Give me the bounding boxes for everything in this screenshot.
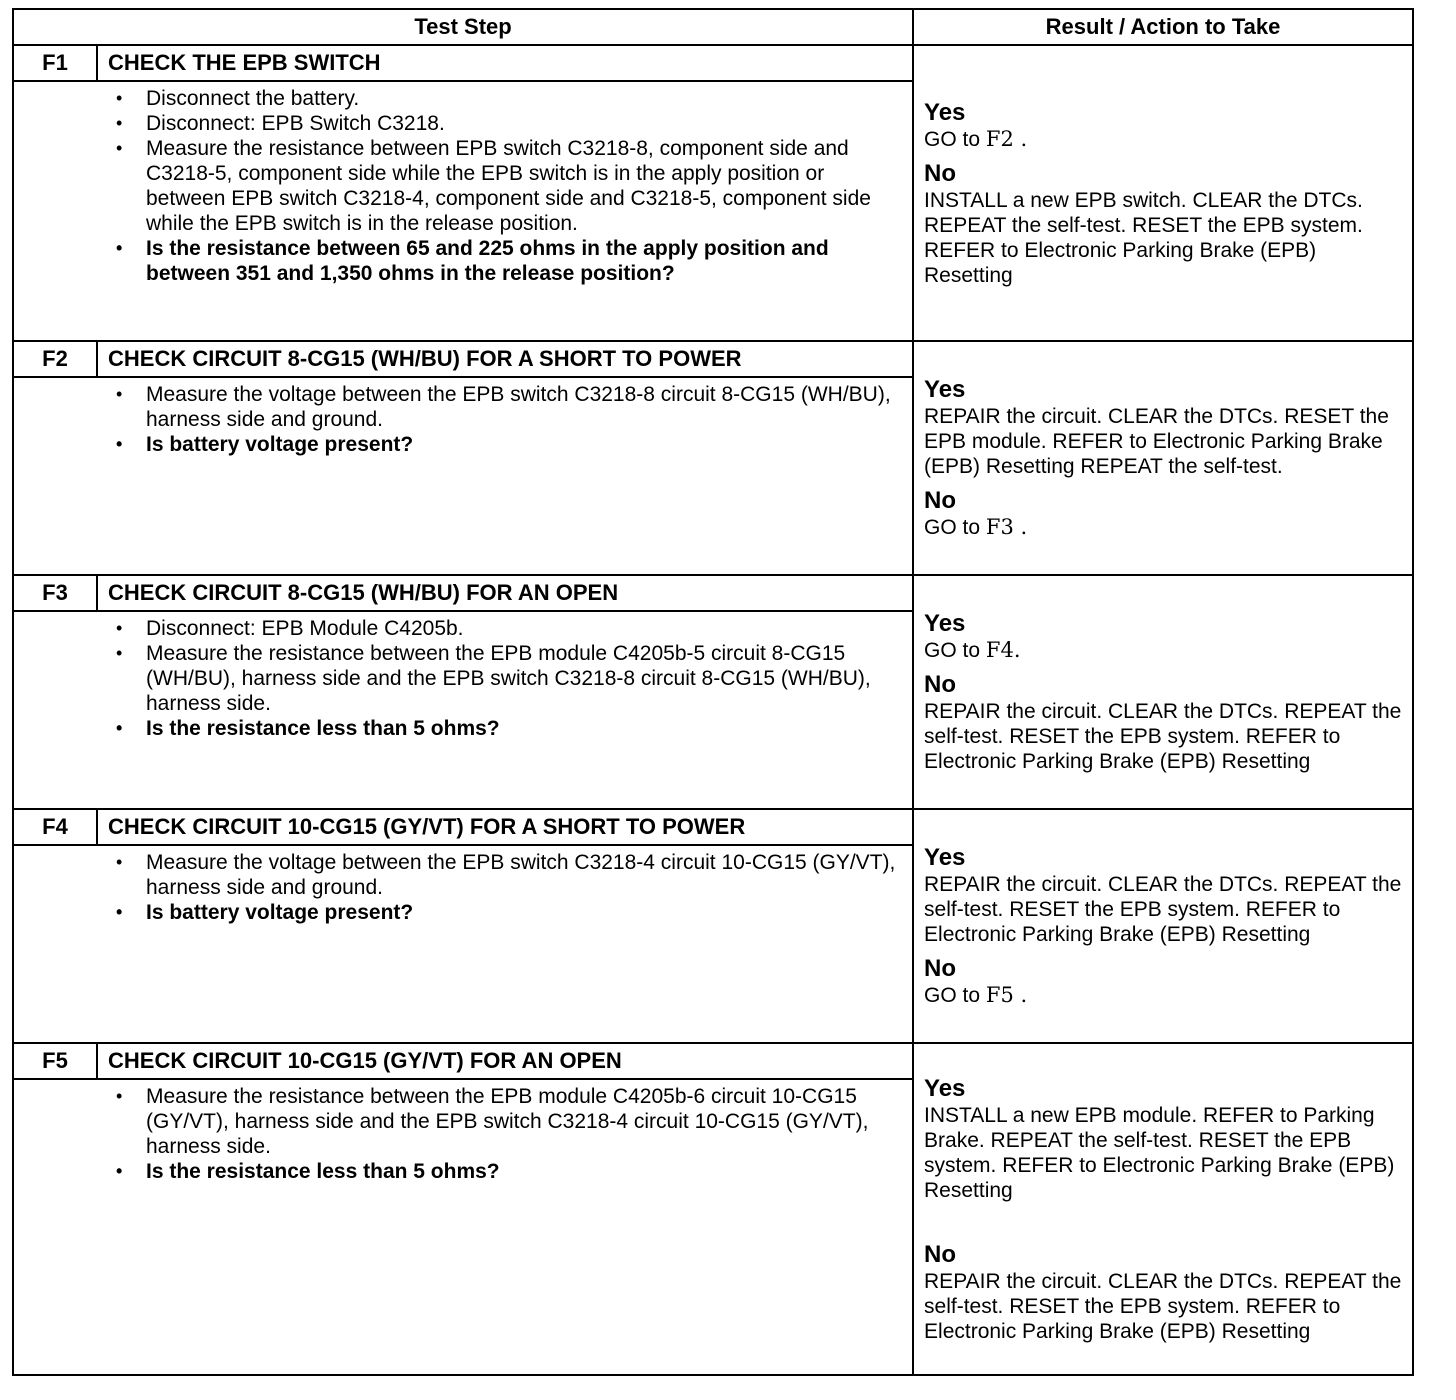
step-actions bbox=[14, 82, 912, 292]
yes-action: GO to F2 . bbox=[924, 126, 1028, 151]
step-body bbox=[13, 611, 913, 809]
result-cell bbox=[913, 1043, 1413, 1375]
no-label: No bbox=[924, 671, 957, 698]
no-action: GO to F3 . bbox=[924, 515, 1028, 539]
step-body bbox=[13, 845, 913, 1043]
list-item: • Disconnect the battery. bbox=[14, 86, 912, 111]
list-item: • Measure the voltage between the EPB switch C3218-8 circuit 8-CG15 (WH/BU), harness side and ground. bbox=[14, 382, 912, 432]
step-question: • Is the resistance less than 5 ohms? bbox=[14, 716, 912, 741]
no-action: REPAIR the circuit. CLEAR the DTCs. REPEAT the self-test. RESET the EPB system. REFER to Electronic Parking Brake (EPB) Resetting bbox=[924, 1269, 1402, 1343]
step-title: CHECK CIRCUIT 8-CG15 (WH/BU) FOR AN OPEN bbox=[97, 575, 913, 611]
yes-action: INSTALL a new EPB module. REFER to Parking Brake. REPEAT the self-test. RESET the EPB system. REFER to Electronic Parking Brake (EPB) Resetting bbox=[924, 1103, 1395, 1202]
no-action: GO to F5 . bbox=[924, 983, 1028, 1007]
step-question: • Is battery voltage present? bbox=[14, 432, 912, 457]
yes-label: Yes bbox=[924, 98, 966, 126]
yes-label: Yes bbox=[924, 844, 966, 871]
yes-label: Yes bbox=[924, 1074, 966, 1102]
step-link-f5[interactable]: F5 . bbox=[985, 983, 1028, 1007]
step-id: F1 bbox=[13, 45, 97, 81]
step-actions bbox=[14, 846, 912, 931]
yes-label: Yes bbox=[924, 610, 966, 637]
list-item: • Measure the resistance between the EPB module C4205b-6 circuit 10-CG15 (GY/VT), harness side and the EPB switch C3218-4 circuit 10-CG15 (GY/VT), harness side. bbox=[14, 1084, 912, 1159]
step-actions bbox=[14, 612, 912, 747]
step-actions bbox=[14, 1080, 912, 1190]
step-question: • Is battery voltage present? bbox=[14, 900, 912, 925]
no-action: REPAIR the circuit. CLEAR the DTCs. REPEAT the self-test. RESET the EPB system. REFER to Electronic Parking Brake (EPB) Resetting bbox=[924, 700, 1402, 773]
column-header-test-step: Test Step bbox=[13, 9, 913, 45]
step-title: CHECK CIRCUIT 10-CG15 (GY/VT) FOR A SHORT TO POWER bbox=[97, 809, 913, 845]
result-cell bbox=[913, 575, 1413, 809]
step-body bbox=[13, 377, 913, 575]
yes-action: REPAIR the circuit. CLEAR the DTCs. REPEAT the self-test. RESET the EPB system. REFER to Electronic Parking Brake (EPB) Resetting bbox=[924, 873, 1402, 946]
result-cell bbox=[913, 809, 1413, 1043]
no-label: No bbox=[924, 487, 957, 514]
no-label: No bbox=[924, 1240, 957, 1268]
result-cell bbox=[913, 341, 1413, 575]
step-question: • Is the resistance between 65 and 225 ohms in the apply position and between 351 and 1,350 ohms in the release position? bbox=[14, 236, 912, 286]
step-id: F4 bbox=[13, 809, 97, 845]
step-id: F3 bbox=[13, 575, 97, 611]
step-title: CHECK THE EPB SWITCH bbox=[97, 45, 913, 81]
step-id: F5 bbox=[13, 1043, 97, 1079]
column-header-result-action: Result / Action to Take bbox=[913, 9, 1413, 45]
list-item: • Measure the resistance between the EPB module C4205b-5 circuit 8-CG15 (WH/BU), harness side and the EPB switch C3218-8 circuit 8-CG15 (WH/BU), harness side. bbox=[14, 641, 912, 716]
list-item: • Measure the voltage between the EPB switch C3218-4 circuit 10-CG15 (GY/VT), harness side and ground. bbox=[14, 850, 912, 900]
step-body bbox=[13, 81, 913, 341]
step-id: F2 bbox=[13, 341, 97, 377]
step-actions bbox=[14, 378, 912, 463]
diagnostic-test-table bbox=[12, 8, 1414, 1376]
yes-action: REPAIR the circuit. CLEAR the DTCs. RESET the EPB module. REFER to Electronic Parking Brake (EPB) Resetting REPEAT the self-test. bbox=[924, 405, 1389, 478]
step-link-f3[interactable]: F3 . bbox=[985, 515, 1028, 539]
yes-action: GO to F4. bbox=[924, 638, 1021, 662]
no-label: No bbox=[924, 159, 957, 187]
step-link-f4[interactable]: F4. bbox=[985, 638, 1021, 662]
list-item: • Disconnect: EPB Switch C3218. bbox=[14, 111, 912, 136]
step-body bbox=[13, 1079, 913, 1375]
result-cell bbox=[913, 45, 1413, 341]
step-question: • Is the resistance less than 5 ohms? bbox=[14, 1159, 912, 1184]
list-item: • Measure the resistance between EPB switch C3218-8, component side and C3218-5, component side while the EPB switch is in the apply position or between EPB switch C3218-4, component side and C3218-5, component side while the EPB switch is in the release position. bbox=[14, 136, 912, 236]
no-action: INSTALL a new EPB switch. CLEAR the DTCs. REPEAT the self-test. RESET the EPB system. REFER to Electronic Parking Brake (EPB) Resetting bbox=[924, 188, 1363, 287]
yes-label: Yes bbox=[924, 376, 966, 403]
list-item: • Disconnect: EPB Module C4205b. bbox=[14, 616, 912, 641]
step-link-f2[interactable]: F2 . bbox=[985, 126, 1028, 151]
step-title: CHECK CIRCUIT 10-CG15 (GY/VT) FOR AN OPEN bbox=[97, 1043, 913, 1079]
no-label: No bbox=[924, 955, 957, 982]
step-title: CHECK CIRCUIT 8-CG15 (WH/BU) FOR A SHORT TO POWER bbox=[97, 341, 913, 377]
